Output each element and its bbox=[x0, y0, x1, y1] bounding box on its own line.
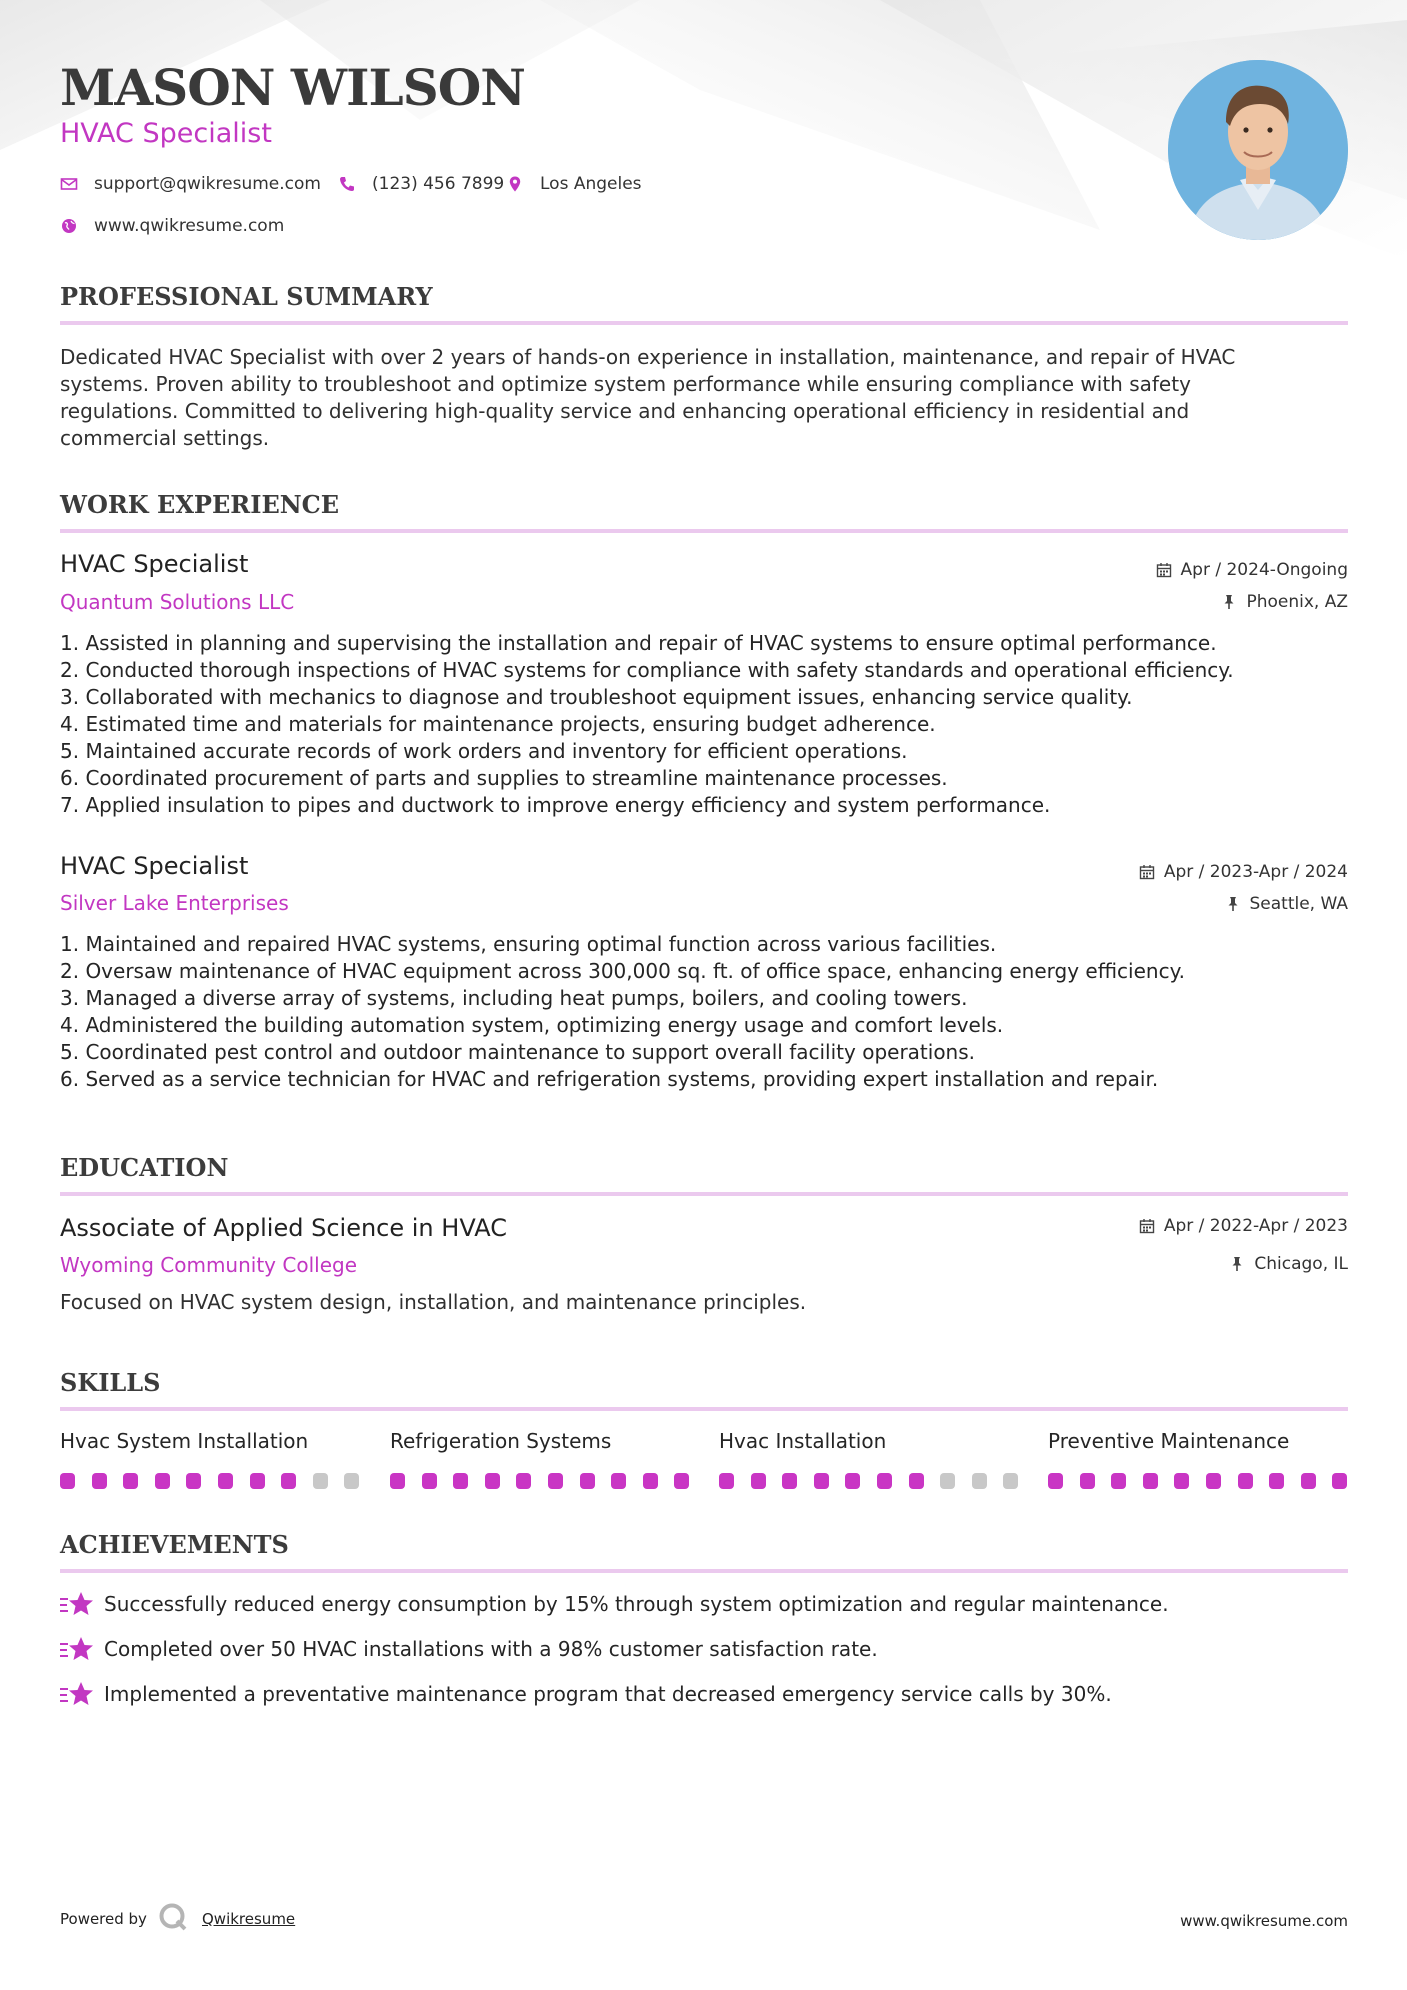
skill-dot-filled bbox=[548, 1473, 563, 1489]
calendar-icon bbox=[1139, 1218, 1155, 1234]
job-company: Quantum Solutions LLC bbox=[60, 590, 295, 614]
list-item: 5. Coordinated pest control and outdoor maintenance to support overall facility operations. bbox=[60, 1040, 976, 1064]
list-item: 4. Administered the building automation system, optimizing energy usage and comfort levels. bbox=[60, 1013, 1004, 1037]
skill-dot-filled bbox=[281, 1473, 296, 1489]
star-icon bbox=[60, 1680, 94, 1708]
achievement-text: Completed over 50 HVAC installations with a 98% customer satisfaction rate. bbox=[104, 1637, 878, 1661]
summary-line: systems. Proven ability to troubleshoot and optimize system performance while ensuring compliance with safety bbox=[60, 372, 1191, 396]
summary-line: Dedicated HVAC Specialist with over 2 years of hands-on experience in installation, maintenance, and repair of HVAC bbox=[60, 345, 1236, 369]
job-location-text: Seattle, WA bbox=[1249, 894, 1348, 914]
skill-dot-filled bbox=[1174, 1473, 1189, 1489]
pushpin-icon bbox=[1229, 1256, 1245, 1272]
job-dates bbox=[1139, 862, 1348, 882]
skill-dot-filled bbox=[719, 1473, 734, 1489]
skill-dot-filled bbox=[782, 1473, 797, 1489]
contact-website[interactable] bbox=[60, 216, 284, 236]
skill-dot-filled bbox=[485, 1473, 500, 1489]
job-dates-text: Apr / 2024-Ongoing bbox=[1180, 560, 1348, 580]
achievement-text: Successfully reduced energy consumption by 15% through system optimization and regular maintenance. bbox=[104, 1592, 1169, 1616]
skill-level-dots bbox=[719, 1473, 1019, 1489]
phone-text: (123) 456 7899 bbox=[372, 174, 505, 194]
skill-dot-filled bbox=[155, 1473, 170, 1489]
job-dates bbox=[1156, 560, 1348, 580]
skills-heading: SKILLS bbox=[60, 1368, 161, 1397]
list-item: 4. Estimated time and materials for maintenance projects, ensuring budget adherence. bbox=[60, 712, 936, 736]
globe-icon bbox=[60, 217, 78, 235]
list-item: 2. Oversaw maintenance of HVAC equipment across 300,000 sq. ft. of office space, enhancing energy efficiency. bbox=[60, 959, 1185, 983]
skill-name: Refrigeration Systems bbox=[390, 1429, 612, 1453]
list-item: 7. Applied insulation to pipes and ductwork to improve energy efficiency and system performance. bbox=[60, 793, 1051, 817]
map-pin-icon bbox=[506, 175, 524, 193]
list-item: 6. Coordinated procurement of parts and supplies to streamline maintenance processes. bbox=[60, 766, 948, 790]
skill-dot-filled bbox=[186, 1473, 201, 1489]
job-bullets bbox=[60, 931, 1350, 1093]
powered-by-label: Powered by bbox=[60, 1910, 147, 1928]
skill-dot-filled bbox=[1269, 1473, 1284, 1489]
education-heading: EDUCATION bbox=[60, 1153, 229, 1182]
summary-line: commercial settings. bbox=[60, 426, 270, 450]
education-description: Focused on HVAC system design, installation, and maintenance principles. bbox=[60, 1290, 807, 1314]
skill-level-dots bbox=[60, 1473, 360, 1489]
skill-dot-filled bbox=[674, 1473, 689, 1489]
avatar bbox=[1168, 60, 1348, 240]
pushpin-icon bbox=[1221, 594, 1237, 610]
skill-dot-empty bbox=[344, 1473, 359, 1489]
skill-dot-filled bbox=[60, 1473, 75, 1489]
education-divider bbox=[60, 1192, 1348, 1196]
degree-title: Associate of Applied Science in HVAC bbox=[60, 1214, 507, 1242]
skill-dot-filled bbox=[580, 1473, 595, 1489]
qwikresume-logo-icon bbox=[158, 1902, 188, 1932]
skill-dot-empty bbox=[1003, 1473, 1018, 1489]
skill-name: Preventive Maintenance bbox=[1048, 1429, 1290, 1453]
footer bbox=[60, 1900, 1348, 1940]
skill-level-dots bbox=[390, 1473, 690, 1489]
skill-dot-filled bbox=[390, 1473, 405, 1489]
achievement-item bbox=[60, 1635, 878, 1663]
contact-email[interactable] bbox=[60, 174, 321, 194]
job-dates-text: Apr / 2023-Apr / 2024 bbox=[1163, 862, 1348, 882]
list-item: 3. Collaborated with mechanics to diagnose and troubleshoot equipment issues, enhancing service quality. bbox=[60, 685, 1133, 709]
skill-dot-empty bbox=[940, 1473, 955, 1489]
summary-line: regulations. Committed to delivering high-quality service and enhancing operational efficiency in residential and bbox=[60, 399, 1190, 423]
skill-dot-filled bbox=[516, 1473, 531, 1489]
summary-text bbox=[60, 344, 1348, 452]
skill-dot-filled bbox=[751, 1473, 766, 1489]
skill-dot-filled bbox=[1143, 1473, 1158, 1489]
pushpin-icon bbox=[1225, 896, 1241, 912]
skill-dot-filled bbox=[1206, 1473, 1221, 1489]
phone-icon bbox=[338, 175, 356, 193]
skill-dot-filled bbox=[92, 1473, 107, 1489]
education-location-text: Chicago, IL bbox=[1254, 1254, 1348, 1274]
achievement-text: Implemented a preventative maintenance program that decreased emergency service calls by 30%. bbox=[104, 1682, 1112, 1706]
job-location bbox=[1221, 592, 1348, 612]
skill-name: Hvac Installation bbox=[719, 1429, 887, 1453]
job-location-text: Phoenix, AZ bbox=[1246, 592, 1348, 612]
skill-dot-filled bbox=[877, 1473, 892, 1489]
skill-dot-filled bbox=[909, 1473, 924, 1489]
list-item: 1. Maintained and repaired HVAC systems, ensuring optimal function across various facilities. bbox=[60, 932, 997, 956]
job-company: Silver Lake Enterprises bbox=[60, 891, 289, 915]
skill-dot-empty bbox=[972, 1473, 987, 1489]
footer-website-link[interactable]: www.qwikresume.com bbox=[1180, 1912, 1348, 1930]
skill-dot-filled bbox=[643, 1473, 658, 1489]
skill-dot-filled bbox=[611, 1473, 626, 1489]
achievements-heading: ACHIEVEMENTS bbox=[60, 1530, 289, 1559]
skill-name: Hvac System Installation bbox=[60, 1429, 309, 1453]
skill-item bbox=[390, 1429, 690, 1459]
list-item: 5. Maintained accurate records of work orders and inventory for efficient operations. bbox=[60, 739, 908, 763]
skill-dot-filled bbox=[422, 1473, 437, 1489]
skill-dot-filled bbox=[1048, 1473, 1063, 1489]
education-dates-text: Apr / 2022-Apr / 2023 bbox=[1163, 1216, 1348, 1236]
job-title: HVAC Specialist bbox=[60, 852, 249, 880]
skill-dot-empty bbox=[313, 1473, 328, 1489]
skill-dot-filled bbox=[1238, 1473, 1253, 1489]
skill-dot-filled bbox=[845, 1473, 860, 1489]
skill-level-dots bbox=[1048, 1473, 1348, 1489]
job-title: HVAC Specialist bbox=[60, 550, 249, 578]
star-icon bbox=[60, 1635, 94, 1663]
education-location bbox=[1229, 1254, 1348, 1274]
achievement-item bbox=[60, 1680, 1112, 1708]
job-bullets bbox=[60, 630, 1350, 819]
skill-dot-filled bbox=[1080, 1473, 1095, 1489]
summary-divider bbox=[60, 321, 1348, 325]
candidate-name: MASON WILSON bbox=[60, 58, 525, 117]
school-name: Wyoming Community College bbox=[60, 1253, 357, 1277]
calendar-icon bbox=[1139, 864, 1155, 880]
job-location bbox=[1225, 894, 1349, 914]
list-item: 2. Conducted thorough inspections of HVAC systems for compliance with safety standards and operational efficiency. bbox=[60, 658, 1234, 682]
skill-dot-filled bbox=[1332, 1473, 1347, 1489]
brand-link[interactable]: Qwikresume bbox=[202, 1910, 296, 1928]
skills-divider bbox=[60, 1407, 1348, 1411]
education-dates bbox=[1139, 1216, 1348, 1236]
skill-dot-filled bbox=[123, 1473, 138, 1489]
envelope-icon bbox=[60, 175, 78, 193]
skill-item bbox=[1048, 1429, 1348, 1459]
skill-dot-filled bbox=[1111, 1473, 1126, 1489]
list-item: 3. Managed a diverse array of systems, including heat pumps, boilers, and cooling towers. bbox=[60, 986, 968, 1010]
location-text: Los Angeles bbox=[540, 174, 642, 194]
skill-dot-filled bbox=[250, 1473, 265, 1489]
list-item: 6. Served as a service technician for HVAC and refrigeration systems, providing expert installation and repair. bbox=[60, 1067, 1159, 1091]
skill-item bbox=[719, 1429, 1019, 1459]
achievement-item bbox=[60, 1590, 1169, 1618]
achievements-divider bbox=[60, 1569, 1348, 1573]
skill-dot-filled bbox=[218, 1473, 233, 1489]
summary-heading: PROFESSIONAL SUMMARY bbox=[60, 282, 433, 311]
list-item: 1. Assisted in planning and supervising the installation and repair of HVAC systems to ensure optimal performance. bbox=[60, 631, 1217, 655]
experience-heading: WORK EXPERIENCE bbox=[60, 490, 340, 519]
calendar-icon bbox=[1156, 562, 1172, 578]
experience-divider bbox=[60, 529, 1348, 533]
contact-location bbox=[506, 174, 642, 194]
star-icon bbox=[60, 1590, 94, 1618]
website-text: www.qwikresume.com bbox=[94, 216, 285, 236]
skill-item bbox=[60, 1429, 360, 1459]
candidate-role: HVAC Specialist bbox=[60, 118, 272, 149]
skill-dot-filled bbox=[814, 1473, 829, 1489]
contact-phone[interactable] bbox=[338, 174, 504, 194]
skill-dot-filled bbox=[1301, 1473, 1316, 1489]
email-text: support@qwikresume.com bbox=[94, 174, 321, 194]
skill-dot-filled bbox=[453, 1473, 468, 1489]
